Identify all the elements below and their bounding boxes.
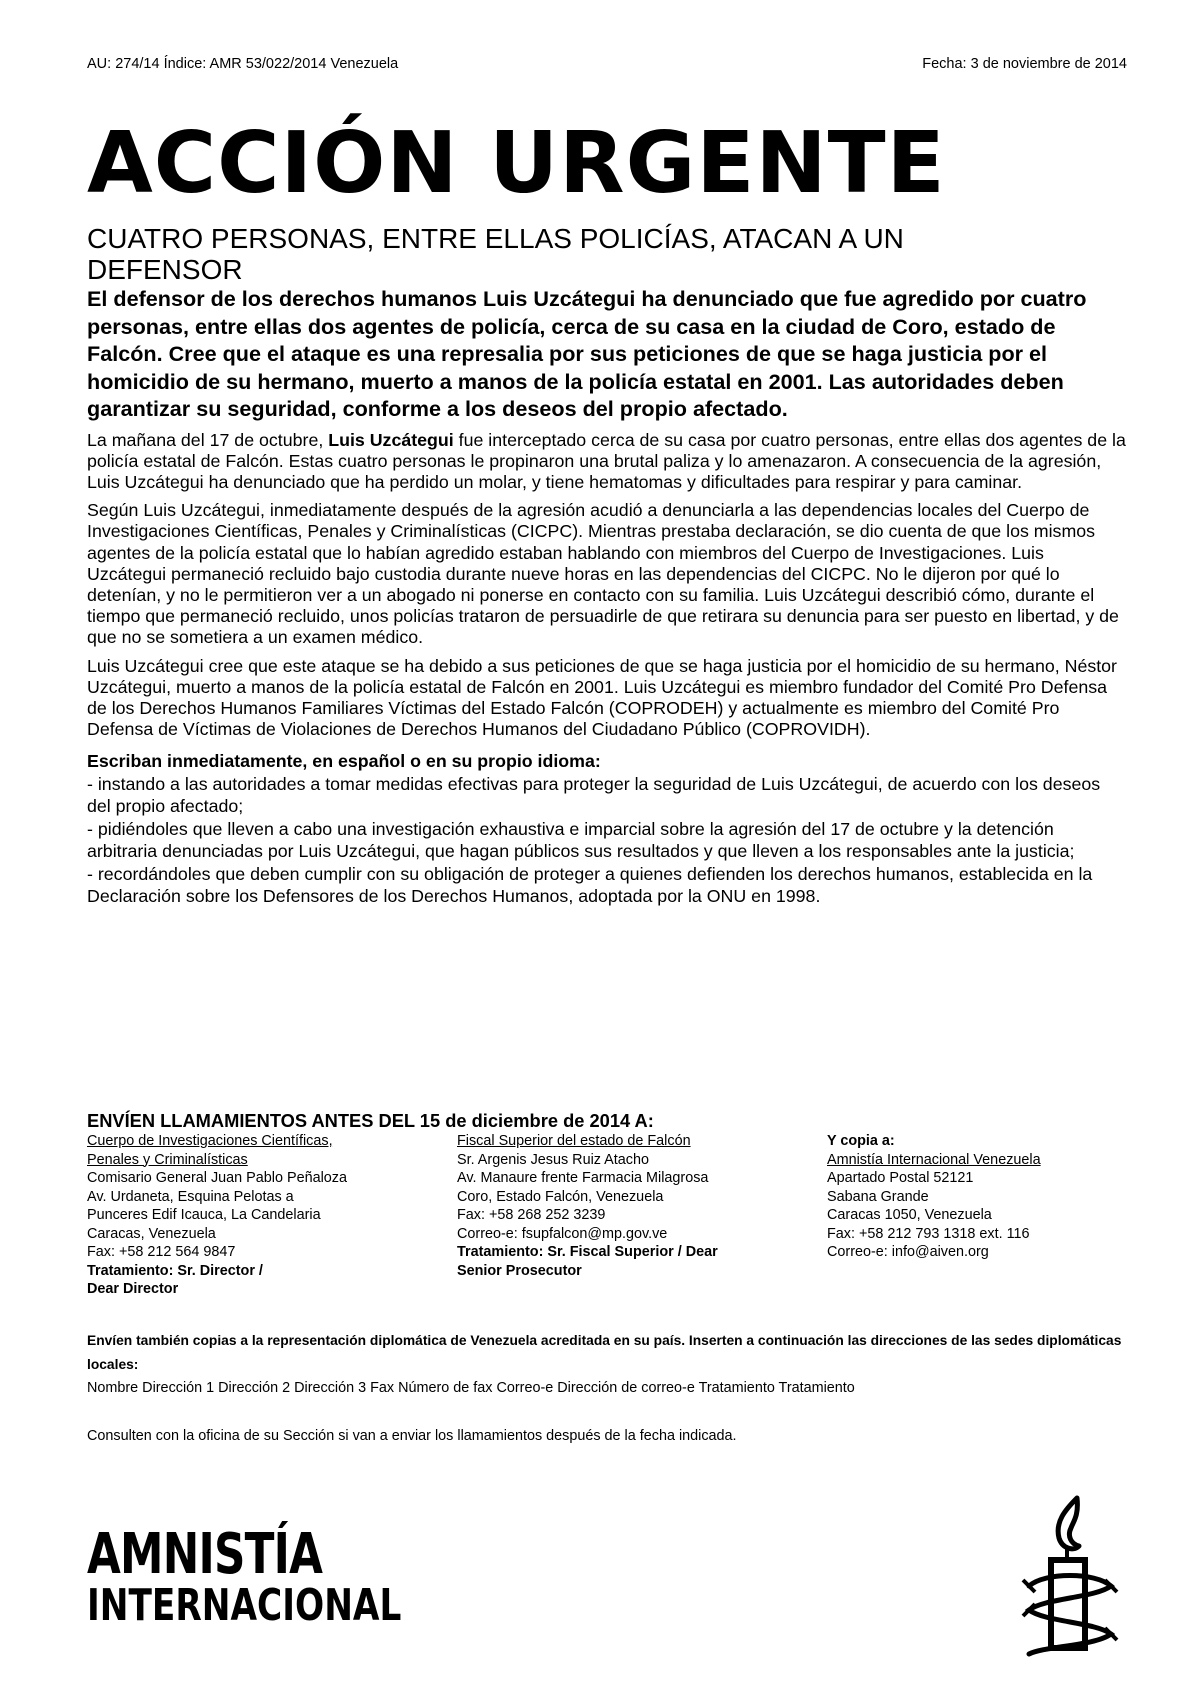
address-org: Fiscal Superior del estado de Falcón [457, 1133, 691, 1149]
candle-barbed-wire-icon [1015, 1490, 1125, 1660]
document-reference: AU: 274/14 Índice: AMR 53/022/2014 Venezuela [87, 56, 399, 72]
address-salutation: Tratamiento: Sr. Fiscal Superior / Dear [457, 1244, 718, 1260]
document-date: Fecha: 3 de noviembre de 2014 [922, 56, 1127, 72]
address-copy [827, 1132, 1127, 1262]
consult-note: Consulten con la oficina de su Sección si van a enviar los llamamientos después de la fecha indicada. [87, 1428, 737, 1444]
address-salutation: Tratamiento: Sr. Director / [87, 1262, 263, 1279]
headline: CUATRO PERSONAS, ENTRE ELLAS POLICÍAS, ATACAN A UN DEFENSOR [87, 223, 904, 285]
main-content [87, 223, 1127, 908]
action-item: - recordándoles que deben cumplir con su obligación de proteger a quienes defienden los derechos humanos, establecida en la Declaración sobre los Defensores de los Derechos Humanos, adoptada por la ONU en 1998. [87, 863, 1093, 907]
address-line: Sr. Argenis Jesus Ruiz Atacho [457, 1151, 649, 1168]
p1-rest-text: fue interceptado cerca de su casa por cuatro personas, entre ellas dos agentes de la policía estatal de Falcón. Estas cuatro personas le propinaron una brutal paliza y lo amenazaron. A consecuencia de la agresión, Luis Uzcátegui ha denunciado que ha perdido un molar, y tiene hematomas y dificultades para respirar y para caminar. [87, 429, 1126, 492]
address-line: Caracas, Venezuela [87, 1225, 216, 1242]
logo-line-2: INTERNACIONAL [87, 1580, 402, 1631]
action-item: - instando a las autoridades a tomar medidas efectivas para proteger la seguridad de Luis Uzcátegui, de acuerdo con los deseos del propio afectado; [87, 773, 1101, 817]
diplomatic-note: Envíen también copias a la representación diplomática de Venezuela acreditada en su país. Inserten a continuación las direcciones de las sedes diplomáticas locales: [87, 1333, 1122, 1372]
lead-paragraph: El defensor de los derechos humanos Luis Uzcátegui ha denunciado que fue agredido por cuatro personas, entre ellas dos agentes de policía, cerca de su casa en la ciudad de Coro, estado de Falcón. Cree que el ataque es una represalia por sus peticiones de que se haga justicia por el homicidio de su hermano, muerto a manos de la policía estatal en 2001. Las autoridades deben garantizar su seguridad, conforme a los deseos del propio afectado. [87, 286, 1087, 421]
address-org: Penales y Criminalísticas [87, 1151, 248, 1168]
body-paragraph-1 [87, 430, 1127, 494]
address-line: Caracas 1050, Venezuela [827, 1207, 992, 1223]
amnesty-logo-text [87, 1522, 402, 1631]
document-title: ACCIÓN URGENTE [87, 114, 946, 213]
address-line: Fax: +58 268 252 3239 [457, 1207, 606, 1223]
address-line: Punceres Edif Icauca, La Candelaria [87, 1207, 321, 1223]
address-line: Correo-e: fsupfalcon@mp.gov.ve [457, 1225, 668, 1242]
logo-line-1: AMNISTÍA [87, 1522, 323, 1587]
action-item: - pidiéndoles que lleven a cabo una investigación exhaustiva e imparcial sobre la agresión del 17 de octubre y la detención arbitraria denunciadas por Luis Uzcátegui, que hagan públicos sus resultados y que lleven a los responsables ante la justicia; [87, 818, 1075, 862]
body-paragraph-3: Luis Uzcátegui cree que este ataque se ha debido a sus peticiones de que se haga justicia por el homicidio de su hermano, Néstor Uzcátegui, muerto a manos de la policía estatal de Falcón en 2001. Luis Uzcátegui es miembro fundador del Comité Pro Defensa de los Derechos Humanos Familiares Víctimas del Estado Falcón (COPRODEH) y actualmente es miembro del Comité Pro Defensa de Víctimas de Violaciones de Derechos Humanos del Ciudadano Público (COPROVIDH). [87, 655, 1117, 740]
address-salutation: Senior Prosecutor [457, 1262, 582, 1279]
address-line: Fax: +58 212 793 1318 ext. 116 [827, 1225, 1030, 1242]
address-fiscal [457, 1132, 797, 1280]
address-cicpc [87, 1132, 427, 1299]
p1-start-text: La mañana del 17 de octubre, [87, 429, 329, 450]
address-line: Comisario General Juan Pablo Peñaloza [87, 1170, 347, 1186]
address-line: Fax: +58 212 564 9847 [87, 1244, 236, 1260]
address-org: Cuerpo de Investigaciones Científicas, [87, 1133, 333, 1149]
address-line: Av. Urdaneta, Esquina Pelotas a [87, 1188, 294, 1205]
copy-heading: Y copia a: [827, 1133, 895, 1149]
appeals-section [87, 1110, 1127, 1322]
action-list [87, 750, 1127, 908]
address-salutation: Dear Director [87, 1281, 179, 1297]
p1-name-text: Luis Uzcátegui [328, 429, 454, 450]
body-paragraph-2: Según Luis Uzcátegui, inmediatamente después de la agresión acudió a denunciarla a las dependencias locales del Cuerpo de Investigaciones Científicas, Penales y Criminalísticas (CICPC). Mientras prestaba declaración, se dio cuenta de que los mismos agentes de la policía estatal que lo habían agredido estaban hablando con miembros del Cuerpo de Investigaciones. Luis Uzcátegui permaneció recluido bajo custodia durante nueve horas en las dependencias del CICPC. No le dijeron por qué lo detenían, y no le permitieron ver a un abogado ni ponerse en contacto con su familia. Luis Uzcátegui describió cómo, durante el tiempo que permaneció recluido, unos policías trataron de persuadirle de que retirara su denuncia para ser puesto en libertad, y de que no se sometiera a un examen médico. [87, 500, 1119, 648]
action-list-label: Escriban inmediatamente, en español o en su propio idioma: [87, 751, 601, 772]
diplomatic-fields: Nombre Dirección 1 Dirección 2 Dirección 3 Fax Número de fax Correo-e Dirección de correo-e Tratamiento Tratamiento [87, 1380, 855, 1396]
addresses [87, 1132, 1127, 1322]
address-line: Apartado Postal 52121 [827, 1170, 974, 1186]
address-line: Coro, Estado Falcón, Venezuela [457, 1188, 664, 1205]
address-line: Av. Manaure frente Farmacia Milagrosa [457, 1170, 709, 1186]
address-org: Amnistía Internacional Venezuela [827, 1151, 1041, 1168]
address-line: Sabana Grande [827, 1188, 929, 1205]
address-line: Correo-e: info@aiven.org [827, 1244, 989, 1260]
appeals-heading: ENVÍEN LLAMAMIENTOS ANTES DEL 15 de diciembre de 2014 A: [87, 1110, 654, 1131]
